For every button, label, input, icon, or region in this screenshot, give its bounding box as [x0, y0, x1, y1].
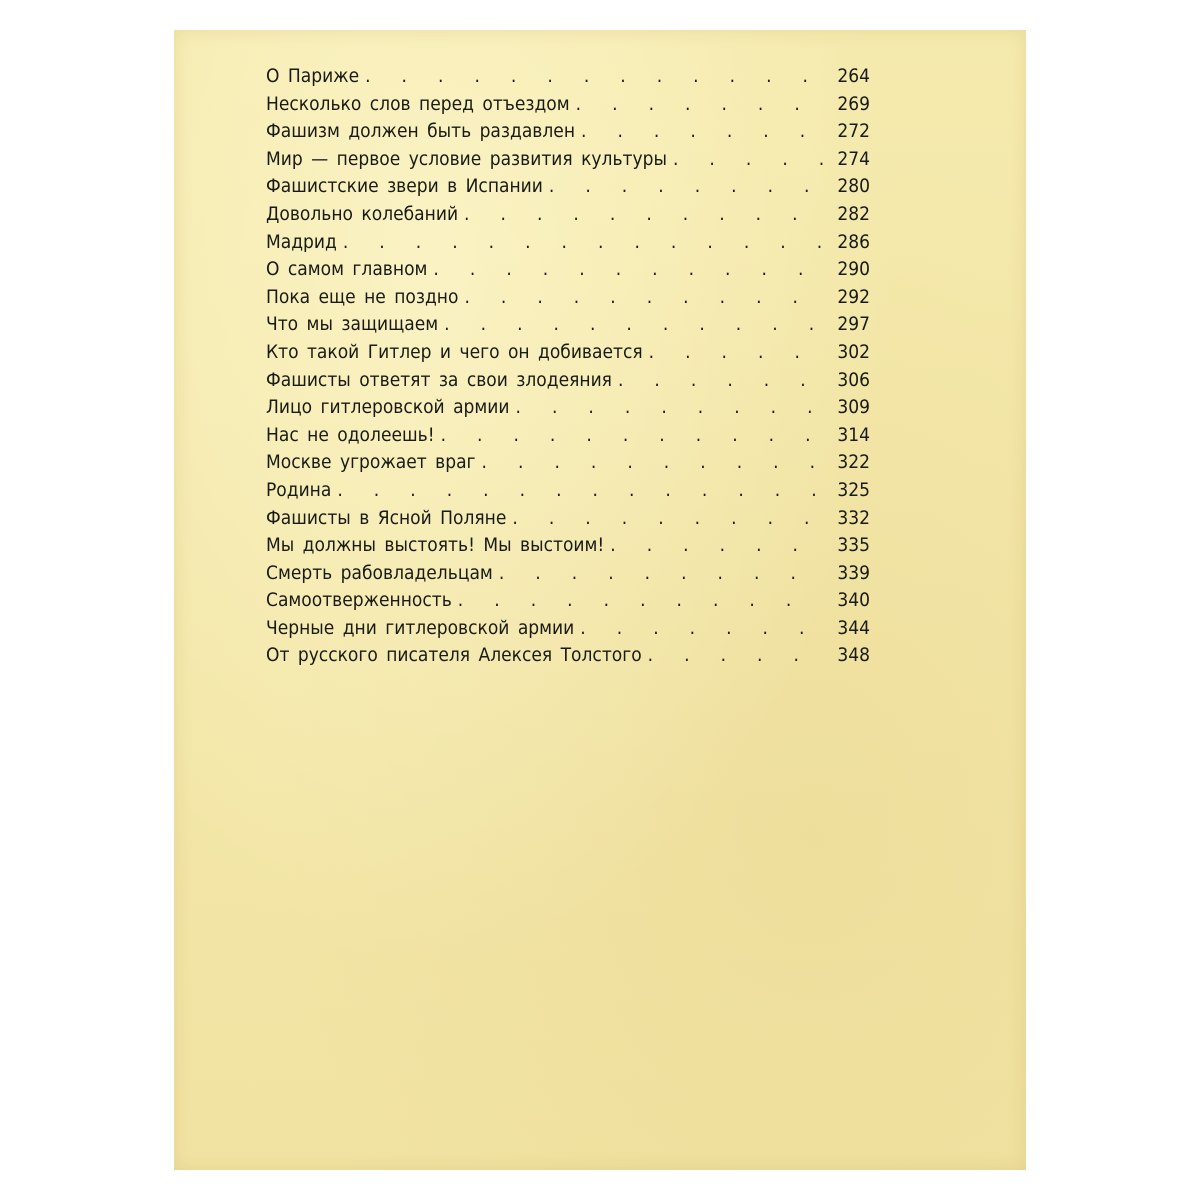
toc-entry-page: 306 — [837, 368, 870, 391]
toc-entry-title: Москве угрожает враг — [266, 451, 476, 474]
toc-entry-title: Самоотверженность — [266, 589, 452, 612]
toc-entry — [266, 505, 870, 533]
dot-leader — [575, 118, 824, 146]
toc-entry-page: 286 — [837, 230, 870, 253]
dot-leader — [435, 422, 824, 450]
toc-entry-page: 264 — [837, 65, 870, 87]
table-of-contents — [266, 63, 870, 670]
dot-leader — [476, 449, 824, 477]
toc-entry — [266, 587, 870, 615]
toc-entry — [266, 615, 870, 643]
dot-leader — [427, 256, 824, 284]
dot-leader — [337, 229, 824, 257]
dot-leader — [438, 311, 824, 339]
dot-leader — [604, 532, 824, 560]
toc-entry — [266, 256, 870, 284]
toc-entry-title: О самом главном — [266, 258, 428, 281]
toc-entry-page: 339 — [837, 561, 870, 584]
toc-entry-page: 325 — [837, 478, 870, 501]
toc-entry-page: 335 — [837, 534, 870, 557]
dot-leader — [359, 63, 824, 91]
toc-entry — [266, 449, 870, 477]
toc-entry-page: 344 — [837, 616, 870, 639]
toc-entry-page: 322 — [837, 451, 870, 474]
book-page — [174, 30, 1026, 1170]
toc-entry — [266, 339, 870, 367]
toc-entry-page: 292 — [837, 285, 870, 308]
toc-entry-title: Мир — первое условие развития культуры — [266, 147, 667, 170]
toc-entry-title: Мадрид — [266, 230, 337, 253]
toc-entry — [266, 91, 870, 119]
dot-leader — [458, 284, 824, 312]
toc-entry-title: Лицо гитлеровской армии — [266, 396, 510, 419]
toc-entry-page: 332 — [837, 506, 870, 529]
toc-entry-title: Фашизм должен быть раздавлен — [266, 120, 575, 143]
toc-entry-title: Пока еще не поздно — [266, 285, 459, 308]
toc-entry-page: 269 — [837, 92, 870, 115]
toc-entry-page: 282 — [837, 202, 870, 225]
dot-leader — [458, 201, 824, 229]
toc-entry-title: Нас не одолеешь! — [266, 423, 435, 446]
toc-entry-title: Черные дни гитлеровской армии — [266, 616, 575, 639]
dot-leader — [667, 146, 824, 174]
dot-leader — [510, 394, 825, 422]
toc-entry-page: 274 — [837, 147, 870, 170]
toc-entry-page: 348 — [837, 644, 870, 667]
toc-entry-page: 290 — [837, 258, 870, 281]
toc-entry-title: От русского писателя Алексея Толстого — [266, 644, 642, 667]
dot-leader — [493, 560, 824, 588]
toc-entry-title: Кто такой Гитлер и чего он добивается — [266, 340, 643, 363]
dot-leader — [331, 477, 824, 505]
toc-entry — [266, 173, 870, 201]
toc-entry — [266, 118, 870, 146]
toc-entry-page: 340 — [837, 589, 870, 612]
toc-entry — [266, 284, 870, 312]
toc-entry — [266, 394, 870, 422]
toc-entry — [266, 229, 870, 257]
toc-entry — [266, 532, 870, 560]
dot-leader — [452, 587, 824, 615]
toc-entry — [266, 63, 870, 91]
toc-entry-page: 280 — [837, 175, 870, 198]
toc-entry-title: Мы должны выстоять! Мы выстоим! — [266, 534, 605, 557]
toc-entry-page: 302 — [837, 340, 870, 363]
dot-leader — [570, 91, 824, 119]
toc-entry-title: О Париже — [266, 65, 360, 87]
dot-leader — [574, 615, 824, 643]
toc-entry-title: Родина — [266, 478, 332, 501]
toc-entry-page: 309 — [837, 396, 870, 419]
toc-entry-title: Фашистские звери в Испании — [266, 175, 543, 198]
toc-entry-title: Фашисты ответят за свои злодеяния — [266, 368, 612, 391]
toc-entry-title: Несколько слов перед отъездом — [266, 92, 570, 115]
toc-entry-title: Фашисты в Ясной Поляне — [266, 506, 507, 529]
toc-entry — [266, 311, 870, 339]
dot-leader — [543, 173, 824, 201]
toc-entry — [266, 146, 870, 174]
dot-leader — [642, 642, 824, 670]
toc-entry-page: 314 — [837, 423, 870, 446]
toc-entry-page: 272 — [837, 120, 870, 143]
toc-entry-page: 297 — [837, 313, 870, 336]
toc-entry — [266, 367, 870, 395]
toc-entry-title: Довольно колебаний — [266, 202, 459, 225]
toc-entry — [266, 477, 870, 505]
dot-leader — [612, 367, 824, 395]
toc-entry — [266, 422, 870, 450]
dot-leader — [643, 339, 824, 367]
toc-entry — [266, 201, 870, 229]
toc-entry-title: Смерть рабовладельцам — [266, 561, 493, 584]
dot-leader — [506, 505, 824, 533]
toc-entry — [266, 642, 870, 670]
toc-entry — [266, 560, 870, 588]
toc-entry-title: Что мы защищаем — [266, 313, 439, 336]
